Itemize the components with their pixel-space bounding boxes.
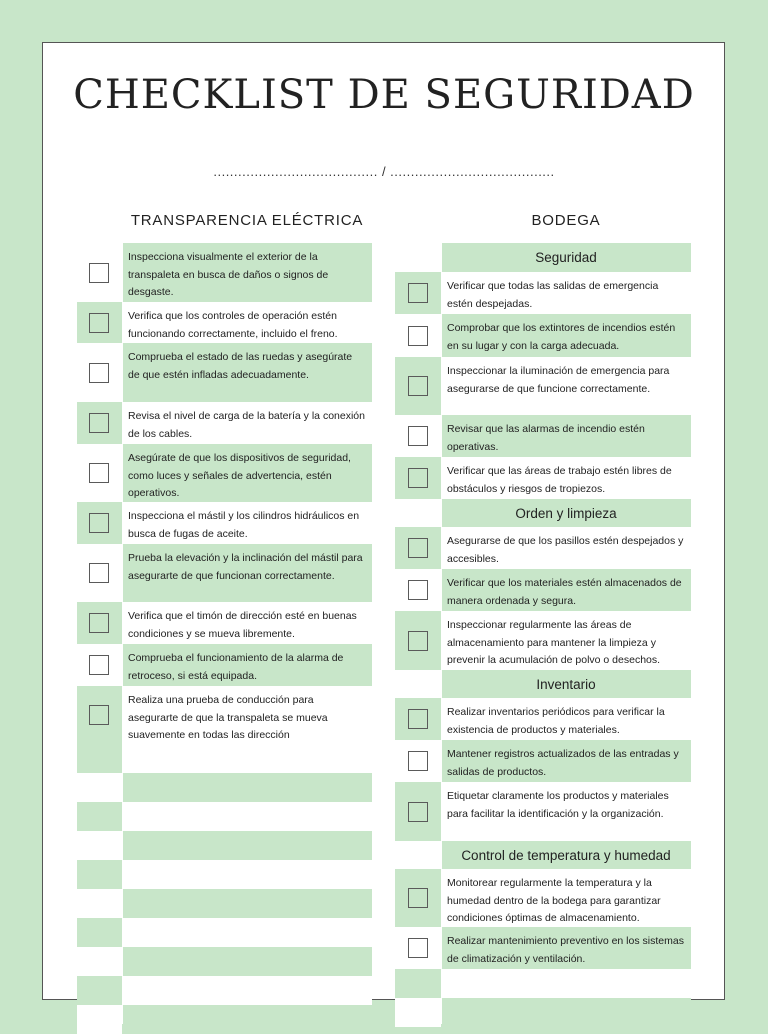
item-text: Inspeccionar la iluminación de emergencia para asegurarse de que funcione correctamente. <box>447 365 670 395</box>
empty-item-cell <box>122 976 372 1005</box>
divider <box>122 243 123 1024</box>
item-checkbox[interactable] <box>89 263 109 283</box>
item-text: Verificar que todas las salidas de emergencia estén despejadas. <box>447 280 659 310</box>
item-checkbox[interactable] <box>89 705 109 725</box>
item-text: Asegúrate de que los dispositivos de seguridad, como luces y señales de advertencia, estén operativos. <box>128 452 351 499</box>
item-checkbox[interactable] <box>408 751 428 771</box>
item-checkbox[interactable] <box>408 888 428 908</box>
item-text: Verifica que los controles de operación estén funcionando correctamente, incluido el freno. <box>128 310 338 340</box>
item-checkbox[interactable] <box>408 709 428 729</box>
item-text: Revisar que las alarmas de incendio estén operativas. <box>447 423 645 453</box>
section-title: Inventario <box>441 670 691 698</box>
section-spacer <box>395 243 441 272</box>
empty-checkbox-cell <box>77 947 122 976</box>
section-spacer <box>395 499 441 527</box>
item-text: Inspecciona visualmente el exterior de la transpaleta en busca de daños o signos de desgaste. <box>128 251 329 298</box>
item-text: Prueba la elevación y la inclinación del mástil para asegurarte de que funcionan correctamente. <box>128 552 363 582</box>
empty-item-cell <box>441 969 691 998</box>
item-checkbox[interactable] <box>89 563 109 583</box>
empty-checkbox-cell <box>77 1005 122 1034</box>
empty-checkbox-cell <box>395 998 441 1027</box>
item-checkbox[interactable] <box>408 376 428 396</box>
item-text: Comprueba el estado de las ruedas y asegúrate de que estén infladas adecuadamente. <box>128 351 353 381</box>
item-checkbox[interactable] <box>89 363 109 383</box>
item-checkbox[interactable] <box>89 655 109 675</box>
empty-checkbox-cell <box>77 976 122 1005</box>
section-spacer <box>395 841 441 869</box>
empty-checkbox-cell <box>77 744 122 773</box>
item-text: Realizar inventarios periódicos para verificar la existencia de productos y materiales. <box>447 706 665 736</box>
item-checkbox[interactable] <box>408 426 428 446</box>
empty-item-cell <box>122 860 372 889</box>
item-checkbox[interactable] <box>89 613 109 633</box>
item-text: Monitorear regularmente la temperatura y la humedad dentro de la bodega para garantizar condiciones óptimas de almacenamiento. <box>447 877 661 924</box>
empty-item-cell <box>122 889 372 918</box>
section-title: Seguridad <box>441 243 691 272</box>
item-text: Realiza una prueba de conducción para asegurarte de que la transpaleta se mueva suavemente en todas las dirección <box>128 694 328 741</box>
item-checkbox[interactable] <box>89 513 109 533</box>
empty-item-cell <box>122 802 372 831</box>
empty-checkbox-cell <box>77 831 122 860</box>
item-text: Realizar mantenimiento preventivo en los sistemas de climatización y ventilación. <box>447 935 684 965</box>
empty-item-cell <box>122 1005 372 1034</box>
item-text: Revisa el nivel de carga de la batería y la conexión de los cables. <box>128 410 365 440</box>
left-column-heading: TRANSPARENCIA ELÉCTRICA <box>130 212 364 229</box>
section-spacer <box>395 670 441 698</box>
item-checkbox[interactable] <box>89 313 109 333</box>
right-column-heading: BODEGA <box>531 212 601 229</box>
divider <box>441 243 442 1024</box>
empty-checkbox-cell <box>77 918 122 947</box>
item-checkbox[interactable] <box>408 938 428 958</box>
item-checkbox[interactable] <box>408 802 428 822</box>
item-text: Verificar que las áreas de trabajo estén libres de obstáculos y riesgos de tropiezos. <box>447 465 672 495</box>
empty-item-cell <box>122 773 372 802</box>
item-checkbox[interactable] <box>89 413 109 433</box>
section-title: Control de temperatura y humedad <box>441 841 691 869</box>
empty-checkbox-cell <box>77 773 122 802</box>
item-text: Verificar que los materiales estén almacenados de manera ordenada y segura. <box>447 577 682 607</box>
empty-checkbox-cell <box>77 889 122 918</box>
item-checkbox[interactable] <box>408 538 428 558</box>
empty-checkbox-cell <box>395 969 441 998</box>
empty-item-cell <box>122 744 372 773</box>
empty-item-cell <box>441 998 691 1027</box>
item-text: Inspecciona el mástil y los cilindros hidráulicos en busca de fugas de aceite. <box>128 510 360 540</box>
empty-item-cell <box>122 831 372 860</box>
item-checkbox[interactable] <box>408 631 428 651</box>
item-text: Verifica que el timón de dirección esté en buenas condiciones y se mueva libremente. <box>128 610 357 640</box>
item-text: Comprobar que los extintores de incendios estén en su lugar y con la carga adecuada. <box>447 322 676 352</box>
empty-checkbox-cell <box>77 802 122 831</box>
item-text: Inspeccionar regularmente las áreas de almacenamiento para mantener la limpieza y prevenir la acumulación de polvo o desechos. <box>447 619 661 666</box>
item-text: Comprueba el funcionamiento de la alarma de retroceso, si está equipada. <box>128 652 344 682</box>
item-checkbox[interactable] <box>408 580 428 600</box>
empty-checkbox-cell <box>77 860 122 889</box>
empty-item-cell <box>122 918 372 947</box>
item-text: Asegurarse de que los pasillos estén despejados y accesibles. <box>447 535 684 565</box>
item-checkbox[interactable] <box>408 468 428 488</box>
item-checkbox[interactable] <box>89 463 109 483</box>
page-title: CHECKLIST DE SEGURIDAD <box>73 72 695 118</box>
item-text: Mantener registros actualizados de las entradas y salidas de productos. <box>447 748 679 778</box>
empty-item-cell <box>122 947 372 976</box>
date-field: ........................................ / ........................................ <box>213 164 555 179</box>
item-checkbox[interactable] <box>408 283 428 303</box>
section-title: Orden y limpieza <box>441 499 691 527</box>
item-checkbox[interactable] <box>408 326 428 346</box>
item-text: Etiquetar claramente los productos y materiales para facilitar la identificación y la organización. <box>447 790 669 820</box>
